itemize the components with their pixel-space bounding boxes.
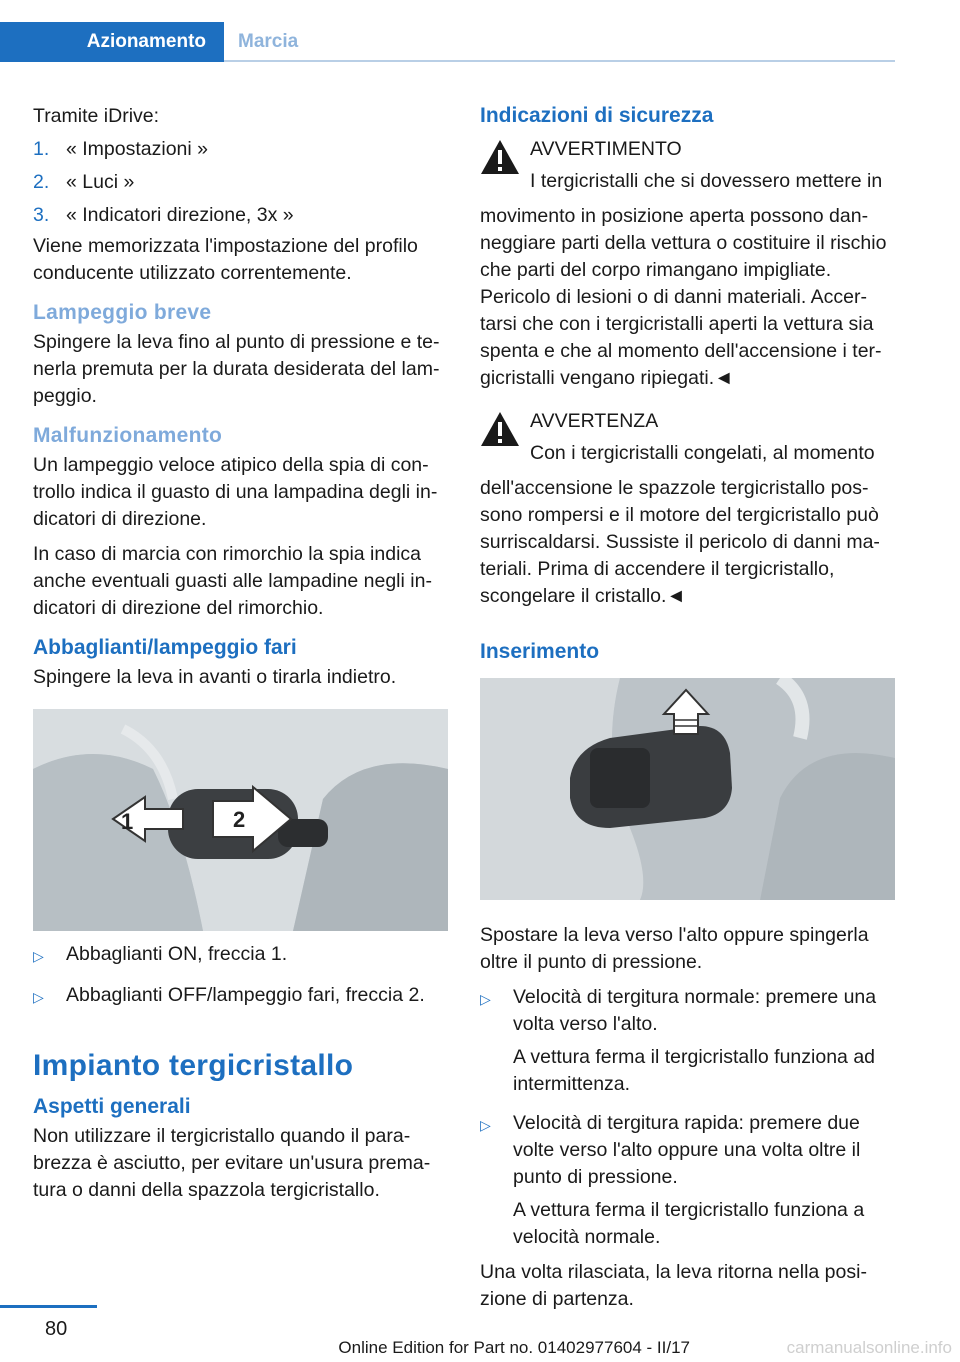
profile-text: Viene memorizzata l'impostazione del profilo conducente utilizzato correntemente.	[33, 235, 418, 284]
arrow-label-2: 2	[233, 807, 246, 832]
general-title: Aspetti generali	[33, 1095, 191, 1118]
tab-divider	[224, 60, 895, 62]
list-item-subtext: A vettura ferma il tergicristallo funziona a velocità normale.	[513, 1199, 865, 1248]
warning-text-2: dell'accensione le spazzole tergicristallo possono rompersi e il motore del tergicristallo può surriscaldarsi. Sussiste il pericolo di danni materiali. Prima di accendere il tergicristallo, scongelare il cristallo.◄	[480, 477, 880, 607]
footer-accent-line	[0, 1305, 97, 1308]
left-column	[33, 100, 448, 1212]
safety-title: Indicazioni di sicurezza	[480, 104, 714, 127]
malfunzionamento-text-1: Un lampeggio veloce atipico della spia di controllo indica il guasto di una lampadina degli indicatori di direzione.	[33, 454, 438, 530]
malfunzionamento-text-2: In caso di marcia con rimorchio la spia indica anche eventuali guasti alle lampadine negli indicatori di direzione del rimorchio.	[33, 543, 432, 619]
lever-illustration	[33, 709, 448, 931]
inserimento-title: Inserimento	[480, 640, 600, 663]
wiper-speed-list	[480, 984, 895, 1251]
step-item	[33, 202, 448, 229]
list-item	[480, 1110, 895, 1251]
wiper-lever-illustration	[480, 678, 895, 900]
step-text: « Luci »	[66, 171, 135, 193]
wiper-lever-figure	[480, 678, 895, 900]
wiper-heading: Impianto tergicristallo	[33, 1049, 354, 1082]
inserimento-text: Spostare la leva verso l'alto oppure spingerla oltre il punto di pressione.	[480, 924, 869, 973]
step-number: 1.	[33, 138, 50, 160]
lampeggio-title: Lampeggio breve	[33, 301, 212, 324]
list-item	[33, 982, 448, 1011]
right-column	[480, 100, 895, 1321]
warning-text-1: movimento in posizione aperta possono danneggiare parti della vettura o costituire il rischio che parti del corpo rimangano impigliate. Pericolo di lesioni o di danni materiali. Accertarsi che con i tergicristalli aperti la vettura sia spenta e che al momento dell'accensione i tergicristalli vengano ripiegati.◄	[480, 205, 887, 389]
warning-label-1: AVVERTIMENTO	[530, 138, 682, 160]
step-item	[33, 136, 448, 163]
release-text: Una volta rilasciata, la leva ritorna nella posizione di partenza.	[480, 1261, 867, 1310]
step-text: « Impostazioni »	[66, 138, 208, 160]
triangle-bullet-icon: ▷	[480, 991, 491, 1007]
abbaglianti-list	[33, 941, 448, 1011]
list-item	[480, 984, 895, 1098]
warning-triangle-icon	[480, 139, 520, 175]
malfunzionamento-title: Malfunzionamento	[33, 424, 223, 447]
tab-marcia[interactable]: Marcia	[238, 31, 299, 52]
warning-triangle-icon	[480, 411, 520, 447]
general-text: Non utilizzare il tergicristallo quando il parabrezza è asciutto, per evitare un'usura prematura o danni della spazzola tergicristallo.	[33, 1125, 431, 1201]
headlight-lever-figure	[33, 709, 448, 931]
edition-note: Online Edition for Part no. 01402977604 - II/17	[338, 1338, 690, 1357]
lampeggio-text: Spingere la leva fino al punto di pressione e tenerla premuta per la durata desiderata del lampeggio.	[33, 331, 440, 407]
step-number: 2.	[33, 171, 50, 193]
triangle-bullet-icon: ▷	[33, 989, 44, 1005]
watermark: carmanualsonline.info	[786, 1338, 952, 1357]
tab-bar	[0, 0, 895, 62]
list-item	[33, 941, 448, 970]
warning-block-1	[480, 136, 895, 392]
list-item-text: Abbaglianti OFF/lampeggio fari, freccia 2.	[66, 984, 425, 1006]
page-number: 80	[45, 1318, 68, 1340]
triangle-bullet-icon: ▷	[480, 1117, 491, 1133]
warning-block-2	[480, 408, 895, 610]
list-item-text: Abbaglianti ON, freccia 1.	[66, 943, 288, 965]
idrive-steps	[33, 136, 448, 229]
triangle-bullet-icon: ▷	[33, 948, 44, 964]
abbaglianti-text: Spingere la leva in avanti o tirarla indietro.	[33, 666, 397, 688]
step-item	[33, 169, 448, 196]
list-item-text: Velocità di tergitura normale: premere una volta verso l'alto.	[513, 986, 877, 1035]
idrive-intro: Tramite iDrive:	[33, 105, 160, 127]
step-text: « Indicatori direzione, 3x »	[66, 204, 294, 226]
list-item-subtext: A vettura ferma il tergicristallo funziona ad intermittenza.	[513, 1046, 876, 1095]
abbaglianti-title: Abbaglianti/lampeggio fari	[33, 636, 297, 659]
warning-first-line-1: I tergicristalli che si dovessero mettere in	[530, 170, 883, 192]
list-item-text: Velocità di tergitura rapida: premere due volte verso l'alto oppure una volta oltre il punto di pressione.	[513, 1112, 861, 1188]
warning-first-line-2: Con i tergicristalli congelati, al momento	[530, 442, 875, 464]
tab-azionamento[interactable]: Azionamento	[0, 22, 224, 62]
step-number: 3.	[33, 204, 50, 226]
arrow-label-1: 1	[121, 809, 134, 834]
warning-label-2: AVVERTENZA	[530, 410, 659, 432]
